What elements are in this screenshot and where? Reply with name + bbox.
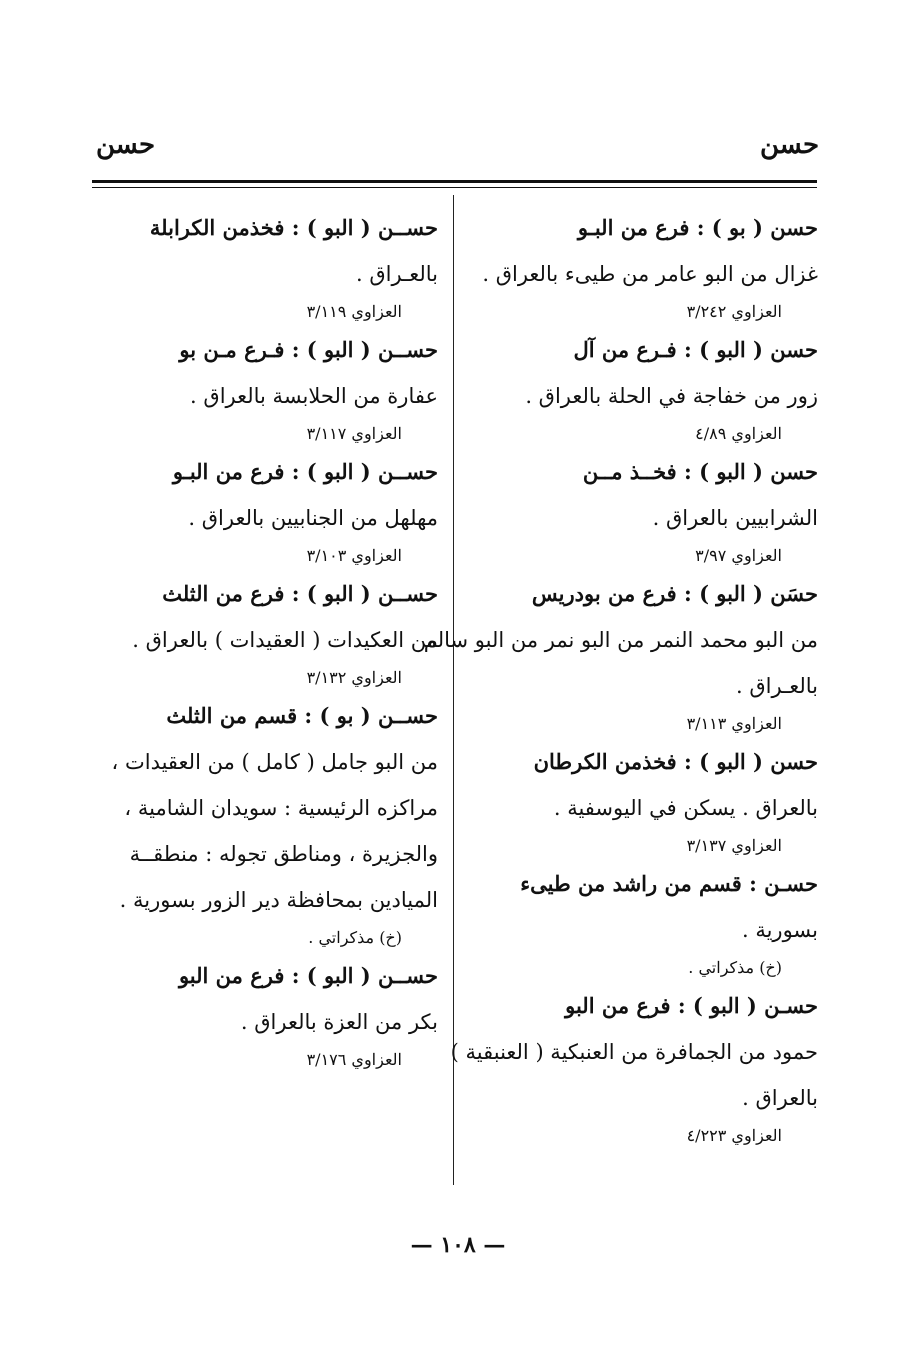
entry-headword-line: حسـن : قسم من راشد من طيىء	[520, 871, 818, 896]
entry-headword-line: حســن ( البو ) : فرع من الثلث	[162, 581, 438, 606]
dictionary-entry	[468, 327, 818, 449]
entry-headword-line: حســن ( البو ) : فرع من البـو	[172, 459, 438, 484]
entry-source-reference: العزاوي ٣/٢٤٢	[686, 302, 782, 321]
header-rule-thick	[92, 180, 817, 183]
entry-text-line: والجزيرة ، ومناطق تجوله : منطقــة	[129, 842, 438, 866]
dictionary-entry	[90, 327, 438, 449]
entry-text-line: غزال من البو عامر من طيىء بالعراق .	[482, 262, 818, 286]
entry-source-reference: العزاوي ٣/١٧٦	[306, 1050, 402, 1069]
dictionary-entry	[450, 983, 818, 1151]
entry-source-reference: العزاوي ٣/١٣٢	[306, 668, 402, 687]
entry-text-line: من البو محمد النمر من البو نمر من البو سالم	[423, 628, 818, 652]
dictionary-entry	[468, 205, 818, 327]
entry-source-reference: العزاوي ٤/٢٢٣	[686, 1126, 782, 1145]
entry-source-reference: العزاوي ٣/١١٣	[686, 714, 782, 733]
entry-source-reference: العزاوي ٣/١١٧	[306, 424, 402, 443]
dictionary-entry	[90, 205, 438, 327]
entry-source-reference: العزاوي ٤/٨٩	[695, 424, 782, 443]
left-column	[90, 205, 438, 1075]
entry-text-line: بالعـراق .	[736, 674, 818, 698]
entry-text-line: من العكيدات ( العقيدات ) بالعراق .	[132, 628, 438, 652]
entry-headword-line: حسن ( البو ) : فخــذ مــن	[582, 459, 818, 484]
entry-text-line: بالعـراق .	[356, 262, 438, 286]
entry-text-line: بسورية .	[741, 918, 818, 942]
entry-headword-line: حســن ( البو ) : فخذمن الكرابلة	[149, 215, 438, 240]
entry-text-line: مراكزه الرئيسية : سويدان الشامية ،	[124, 796, 438, 820]
entry-headword-line: حسن ( البو ) : فخذمن الكرطان	[533, 749, 818, 774]
entry-text-line: الشرابيين بالعراق .	[652, 506, 818, 530]
dictionary-entry	[90, 571, 438, 693]
dictionary-entry	[90, 693, 438, 953]
entry-headword-line: حسَن ( البو ) : فرع من بودريس	[531, 581, 818, 606]
entry-source-reference: العزاوي ٣/١١٩	[306, 302, 402, 321]
dictionary-entry	[90, 449, 438, 571]
entry-text-line: الميادين بمحافظة دير الزور بسورية .	[119, 888, 438, 912]
entry-headword-line: حســن ( البو ) : فرع من البو	[178, 963, 438, 988]
entry-headword-line: حســن ( بو ) : قسم من الثلث	[166, 703, 438, 728]
entry-text-line: عفارة من الحلابسة بالعراق .	[190, 384, 438, 408]
dictionary-entry	[468, 861, 818, 983]
entry-source-reference: العزاوي ٣/١٣٧	[686, 836, 782, 855]
entry-headword-line: حســن ( البو ) : فـرع مـن بو	[179, 337, 438, 362]
dictionary-entry	[423, 571, 818, 739]
entry-headword-line: حسـن ( البو ) : فرع من البو	[565, 993, 818, 1018]
running-header-right: حسن	[760, 130, 820, 160]
dictionary-entry	[468, 449, 818, 571]
entry-text-line: بالعراق . يسكن في اليوسفية .	[553, 796, 818, 820]
header-rule-thin	[92, 187, 817, 188]
running-header-left: حسن	[96, 130, 156, 160]
entry-source-reference: (خ) مذكراتي .	[308, 928, 402, 947]
dictionary-entry	[468, 739, 818, 861]
entry-text-line: من البو جامل ( كامل ) من العقيدات ،	[111, 750, 438, 774]
page-number: — ١٠٨ —	[410, 1232, 506, 1258]
right-column	[423, 205, 818, 1151]
entry-text-line: بكر من العزة بالعراق .	[240, 1010, 438, 1034]
entry-text-line: حمود من الجمافرة من العنبكية ( العنبقية )	[450, 1040, 818, 1064]
entry-headword-line: حسن ( البو ) : فـرع من آل	[573, 337, 818, 362]
entry-headword-line: حسن ( بو ) : فرع من البـو	[577, 215, 818, 240]
entry-text-line: مهلهل من الجنابيين بالعراق .	[188, 506, 438, 530]
entry-text-line: بالعراق .	[742, 1086, 818, 1110]
entry-source-reference: (خ) مذكراتي .	[688, 958, 782, 977]
entry-source-reference: العزاوي ٣/٩٧	[695, 546, 782, 565]
entry-source-reference: العزاوي ٣/١٠٣	[306, 546, 402, 565]
entry-text-line: زور من خفاجة في الحلة بالعراق .	[525, 384, 818, 408]
dictionary-entry	[90, 953, 438, 1075]
